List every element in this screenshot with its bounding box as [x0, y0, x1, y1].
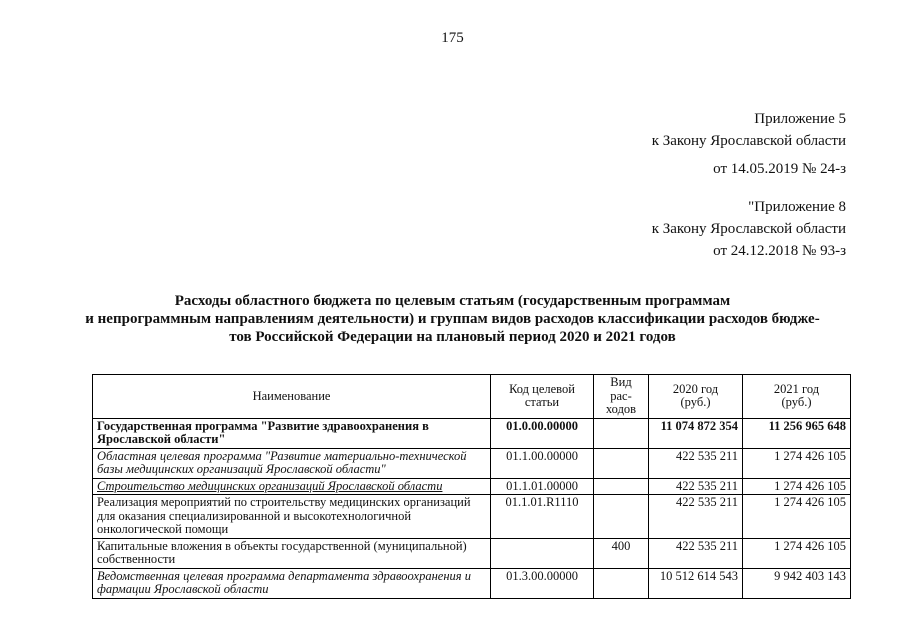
row-expense-type [594, 448, 649, 478]
row-code: 01.3.00.00000 [491, 568, 594, 598]
appendix-8-date: от 24.12.2018 № 93-з [713, 243, 846, 259]
header-2021 [743, 375, 851, 419]
document-title-line-3: тов Российской Федерации на плановый период 2020 и 2021 годов [229, 329, 676, 345]
appendix-5-header [652, 108, 846, 180]
header-code [491, 375, 594, 419]
budget-table [92, 374, 851, 599]
row-code: 01.1.01.00000 [491, 478, 594, 495]
row-2021: 11 256 965 648 [743, 418, 851, 448]
row-2021: 9 942 403 143 [743, 568, 851, 598]
row-name: Областная целевая программа "Развитие материально-технической базы медицинских организаций Ярославской области" [93, 448, 491, 478]
appendix-8-law: к Закону Ярославской области [651, 221, 846, 237]
document-title-line-2: и непрограммным направлениям деятельности) и группам видов расходов классификации расходов бюдже- [85, 311, 820, 327]
table-row [93, 495, 851, 539]
document-title-line-1: Расходы областного бюджета по целевым статьям (государственным программам [174, 293, 731, 309]
appendix-8-header [652, 196, 846, 262]
row-2021: 1 274 426 105 [743, 478, 851, 495]
header-2021-line-1: 2021 год [773, 381, 820, 396]
appendix-5-law: к Закону Ярославской области [651, 133, 846, 149]
row-name-cell [93, 478, 491, 495]
header-expense-type-line-2: ходов [605, 402, 637, 416]
appendix-8-title: "Приложение 8 [748, 199, 846, 215]
header-expense-type-line-1: Вид рас- [610, 375, 632, 403]
header-name [93, 375, 491, 419]
row-expense-type [594, 478, 649, 495]
header-expense-type [594, 375, 649, 419]
header-2021-line-2: (руб.) [781, 395, 812, 410]
row-expense-type [594, 568, 649, 598]
header-2020-line-2: (руб.) [680, 395, 711, 410]
row-2021: 1 274 426 105 [743, 495, 851, 539]
table-row [93, 448, 851, 478]
row-code: 01.0.00.00000 [491, 418, 594, 448]
row-name: Реализация мероприятий по строительству медицинских организаций для оказания специализированной и высокотехнологичной онкологической помощи [93, 495, 491, 539]
header-code-line-1: Код целевой [509, 381, 575, 396]
appendix-5-date: от 14.05.2019 № 24-з [713, 161, 846, 177]
row-2020: 422 535 211 [649, 538, 743, 568]
header-2020 [649, 375, 743, 419]
row-2020: 11 074 872 354 [649, 418, 743, 448]
table-row [93, 418, 851, 448]
table-row [93, 478, 851, 495]
row-name: Капитальные вложения в объекты государственной (муниципальной) собственности [93, 538, 491, 568]
table-row [93, 568, 851, 598]
table-row [93, 538, 851, 568]
header-code-line-2: статьи [524, 395, 560, 410]
header-name-label: Наименование [252, 388, 331, 403]
table-header-row [93, 375, 851, 419]
document-title [80, 292, 825, 346]
row-2021: 1 274 426 105 [743, 538, 851, 568]
row-2020: 422 535 211 [649, 448, 743, 478]
row-code: 01.1.00.00000 [491, 448, 594, 478]
row-code [491, 538, 594, 568]
row-name: Ведомственная целевая программа департамента здравоохранения и фармации Ярославской области [93, 568, 491, 598]
row-name: Государственная программа "Развитие здравоохранения в Ярославской области" [93, 418, 491, 448]
header-2020-line-1: 2020 год [672, 381, 719, 396]
row-2021: 1 274 426 105 [743, 448, 851, 478]
appendix-5-title: Приложение 5 [754, 111, 846, 127]
row-2020: 422 535 211 [649, 495, 743, 539]
row-2020: 10 512 614 543 [649, 568, 743, 598]
page-number: 175 [441, 30, 464, 46]
row-expense-type [594, 418, 649, 448]
row-code: 01.1.01.R1110 [491, 495, 594, 539]
row-name: Строительство медицинских организаций Ярославской области [97, 478, 443, 493]
row-expense-type: 400 [594, 538, 649, 568]
row-2020: 422 535 211 [649, 478, 743, 495]
row-expense-type [594, 495, 649, 539]
